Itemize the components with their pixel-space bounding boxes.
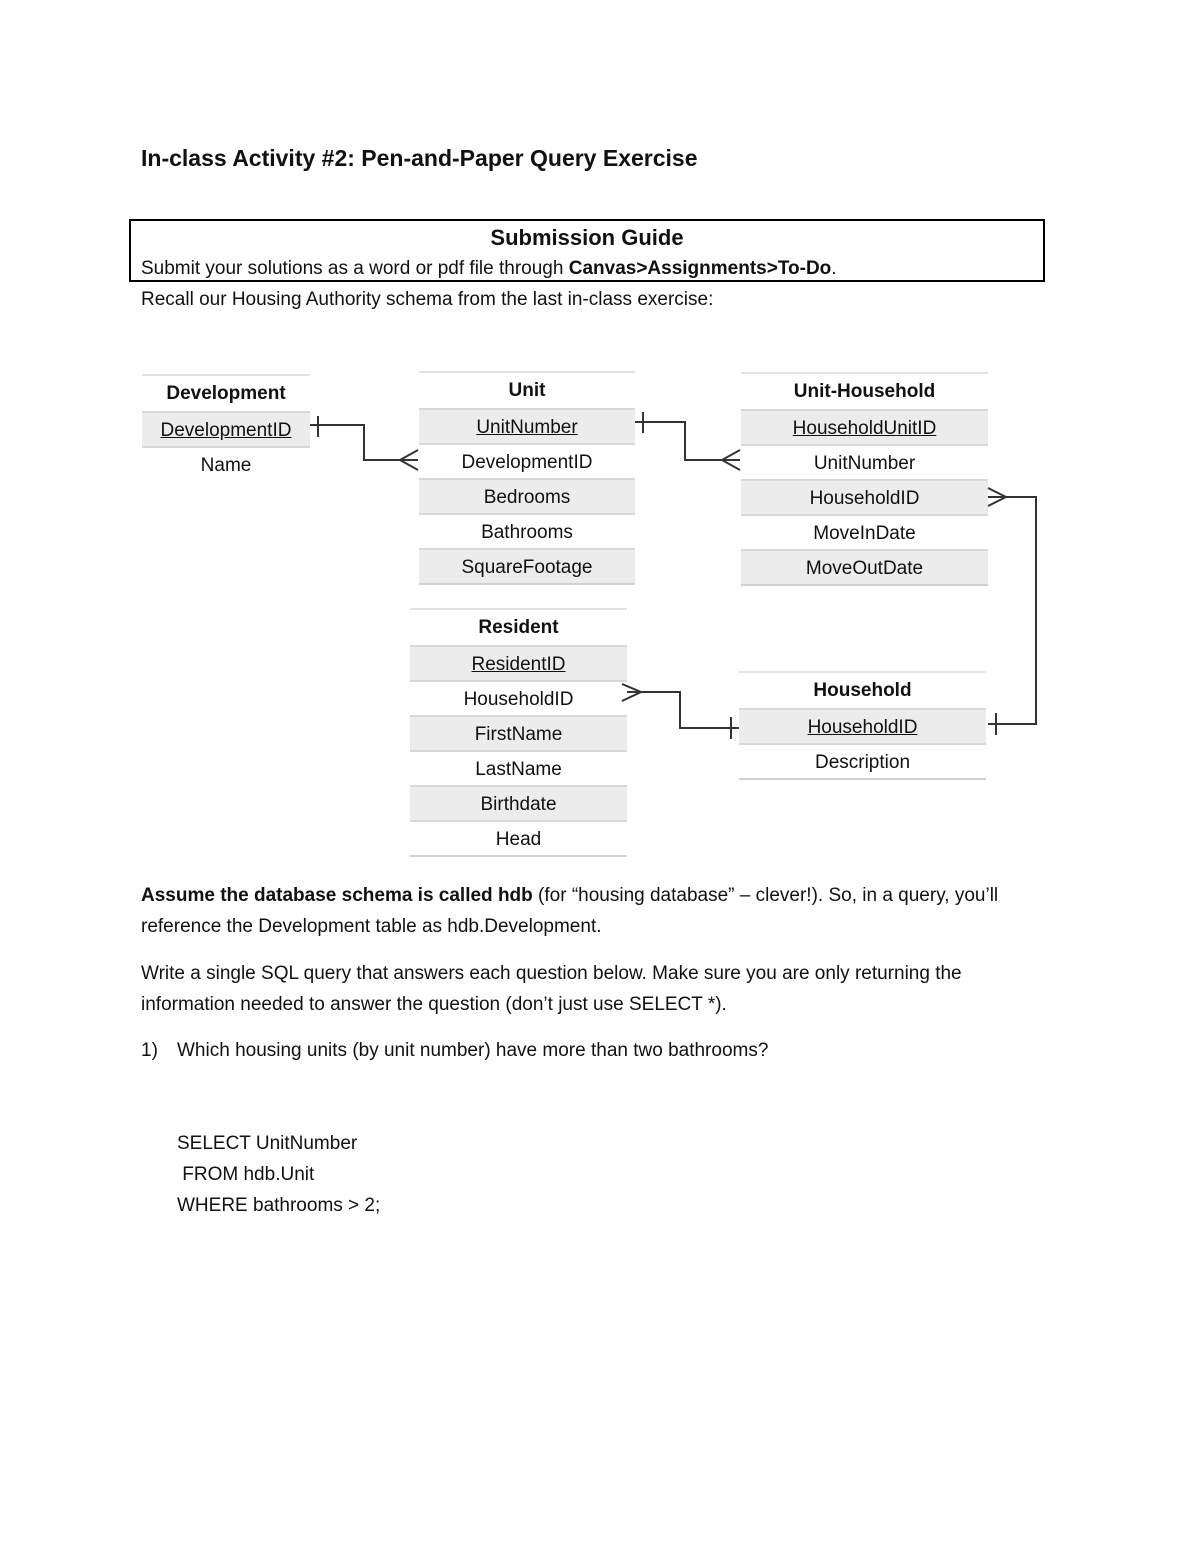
table-header: Development — [166, 383, 286, 404]
table-field: HouseholdID — [741, 479, 988, 514]
table-field: Bathrooms — [419, 513, 635, 548]
table-field: LastName — [410, 750, 627, 785]
submission-guide-text-suffix: . — [831, 258, 837, 279]
submission-guide-heading: Submission Guide — [490, 225, 684, 250]
table-field: FirstName — [410, 715, 627, 750]
table-field: HouseholdID — [410, 680, 627, 715]
submission-guide-path: Canvas>Assignments>To-Do — [568, 258, 832, 279]
table-field: DevelopmentID — [142, 411, 310, 446]
answer-line: WHERE bathrooms > 2; — [177, 1195, 381, 1216]
table-header: Resident — [478, 617, 559, 638]
table-field: SquareFootage — [419, 548, 635, 583]
table-field: Birthdate — [410, 785, 627, 820]
question-number: 1) — [141, 1040, 158, 1061]
table-field: MoveInDate — [741, 514, 988, 549]
table-field: Bedrooms — [419, 478, 635, 513]
table-field: UnitNumber — [419, 408, 635, 443]
answer-line: SELECT UnitNumber — [177, 1133, 358, 1154]
submission-guide-text-prefix: Submit your solutions as a word or pdf file through — [141, 258, 569, 279]
table-field: Description — [739, 743, 986, 778]
relationship-resident-household — [622, 684, 739, 739]
table-field: Name — [142, 446, 310, 481]
table-field: HouseholdUnitID — [741, 409, 988, 444]
table-field: UnitNumber — [741, 444, 988, 479]
table-header: Unit — [508, 380, 546, 401]
table-header: Household — [813, 680, 912, 701]
relationship-unithousehold-household — [988, 488, 1036, 735]
page-title: In-class Activity #2: Pen-and-Paper Query Exercise — [141, 145, 698, 171]
relationship-development-unit — [310, 416, 418, 470]
assume-paragraph — [141, 880, 1041, 942]
assume-bold-text: Assume the database schema is called hdb — [141, 885, 533, 906]
table-field: HouseholdID — [739, 708, 986, 743]
table-field: ResidentID — [410, 645, 627, 680]
table-field: DevelopmentID — [419, 443, 635, 478]
instructions-paragraph: Write a single SQL query that answers each question below. Make sure you are only returning the information needed to answer the question (don’t just use SELECT *). — [141, 963, 962, 1015]
question-text: Which housing units (by unit number) have more than two bathrooms? — [177, 1040, 769, 1061]
relationship-unit-unithousehold — [635, 412, 740, 470]
table-field: Head — [410, 820, 627, 855]
table-header: Unit-Household — [793, 381, 936, 402]
assume-rest-text: (for “housing database” – clever!). So, in a query, you’ll reference the Development table as hdb.Development. — [141, 885, 999, 937]
table-field: MoveOutDate — [741, 549, 988, 584]
recall-text: Recall our Housing Authority schema from the last in-class exercise: — [141, 289, 714, 310]
answer-line: FROM hdb.Unit — [177, 1164, 315, 1185]
